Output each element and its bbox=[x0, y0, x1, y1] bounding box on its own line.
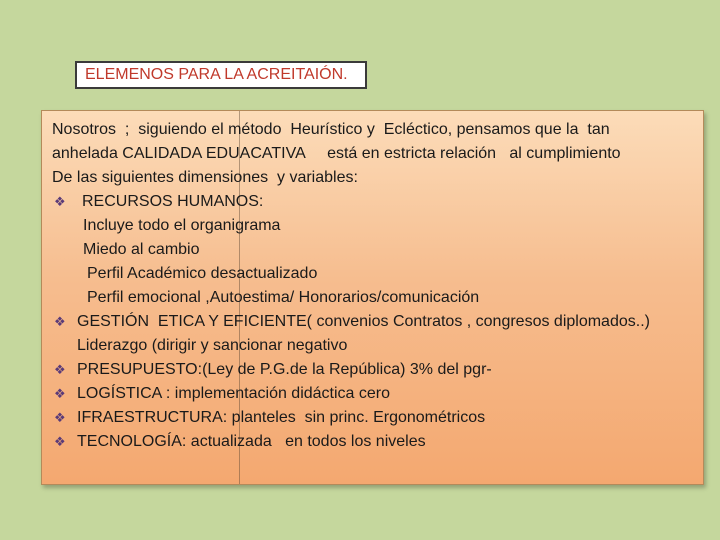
diamond-bullet-icon: ❖ bbox=[54, 386, 66, 401]
list-item-gestion-cont: Liderazgo (dirigir y sancionar negativo bbox=[77, 337, 348, 354]
diamond-bullet-icon: ❖ bbox=[54, 434, 66, 449]
content-box bbox=[41, 110, 704, 485]
diamond-bullet-icon: ❖ bbox=[54, 410, 66, 425]
sub-item-organigrama: Incluye todo el organigrama bbox=[83, 217, 281, 234]
diamond-bullet-icon: ❖ bbox=[54, 362, 66, 377]
list-item-presupuesto: PRESUPUESTO:(Ley de P.G.de la República) 3% del pgr- bbox=[77, 361, 492, 378]
sub-item-perfil-academico: Perfil Académico desactualizado bbox=[87, 265, 318, 282]
list-item-recursos: RECURSOS HUMANOS: bbox=[82, 193, 264, 210]
intro-line-1: Nosotros ; siguiendo el método Heurístico y Ecléctico, pensamos que la tan bbox=[52, 121, 610, 138]
list-item-infraestructura: IFRAESTRUCTURA: planteles sin princ. Ergonométricos bbox=[77, 409, 486, 426]
list-item-tecnologia: TECNOLOGÍA: actualizada en todos los niveles bbox=[77, 433, 426, 450]
diamond-bullet-icon: ❖ bbox=[54, 314, 66, 329]
intro-line-3: De las siguientes dimensiones y variables: bbox=[52, 169, 358, 186]
diamond-bullet-icon: ❖ bbox=[54, 194, 66, 209]
list-item-gestion: GESTIÓN ETICA Y EFICIENTE( convenios Contratos , congresos diplomados..) bbox=[77, 313, 650, 330]
sub-item-miedo: Miedo al cambio bbox=[83, 241, 200, 258]
intro-line-2: anhelada CALIDADA EDUACATIVA está en estricta relación al cumplimiento bbox=[52, 145, 621, 162]
list-item-logistica: LOGÍSTICA : implementación didáctica cero bbox=[77, 385, 391, 402]
slide-title: ELEMENOS PARA LA ACREITAIÓN. bbox=[75, 61, 367, 89]
sub-item-perfil-emocional: Perfil emocional ,Autoestima/ Honorarios/comunicación bbox=[87, 289, 480, 306]
